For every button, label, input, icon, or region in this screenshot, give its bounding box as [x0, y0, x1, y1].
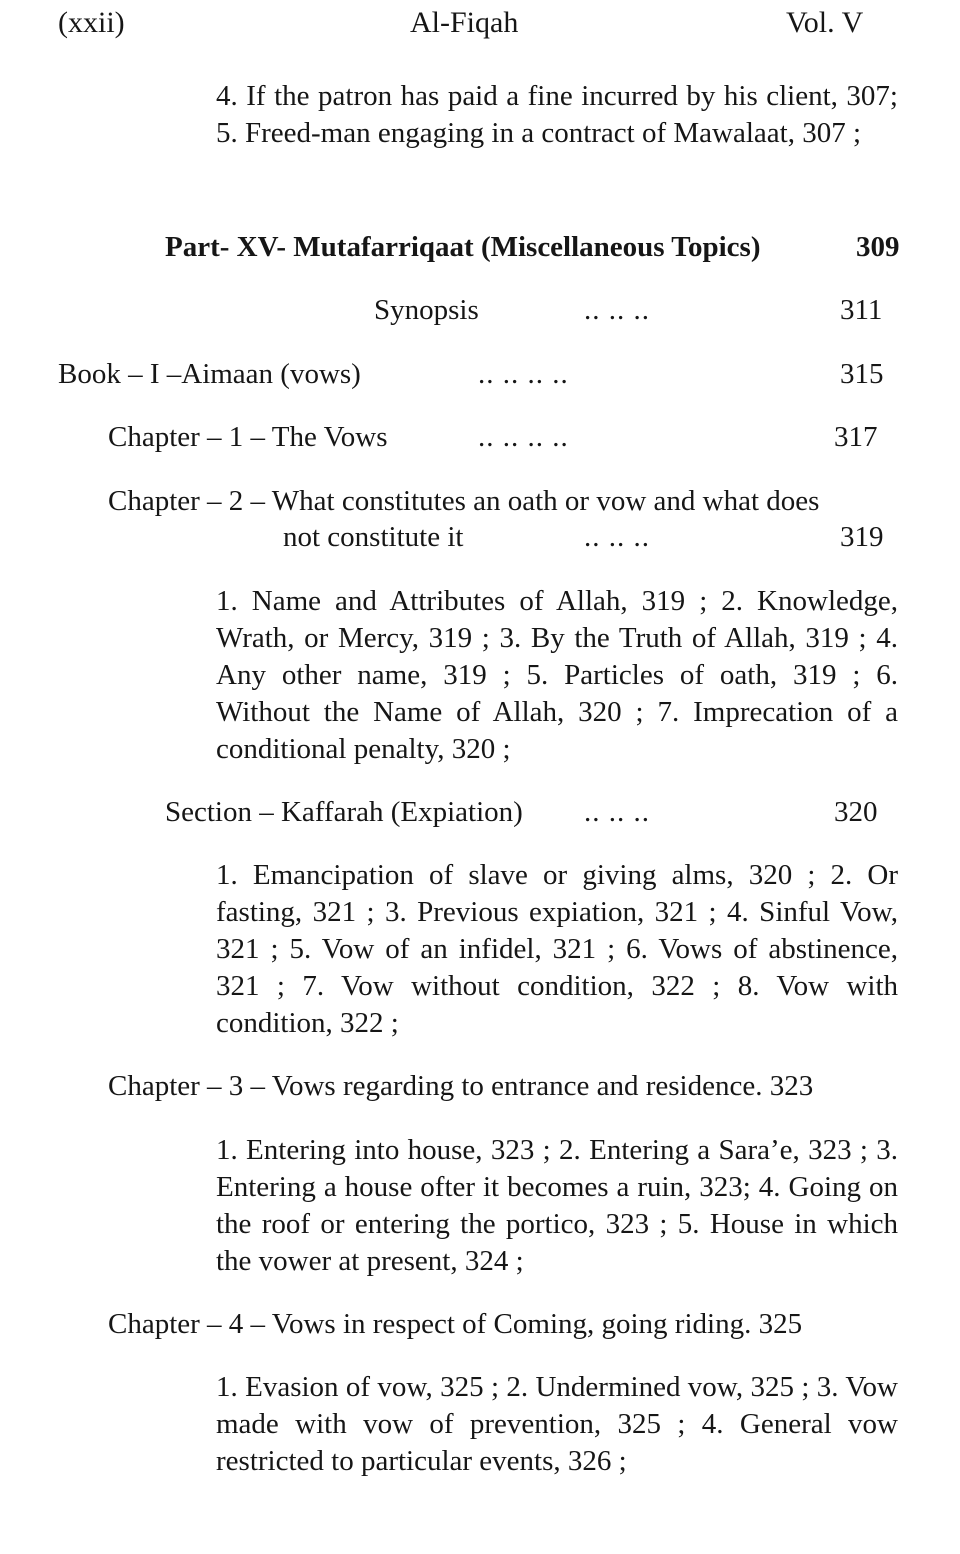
section-label: Section – Kaffarah (Expiation) [165, 796, 523, 828]
toc-paragraph-3: 1. Emancipation of slave or giving alms, 320 ; 2. Or fasting, 321 ; 3. Previous expiation, 321 ; 4. Sinful Vow, 321 ; 5. Vow of an infidel, 321 ; 6. Vows of abstinence, 321 ; 7. Vow without condition, 322 ; 8. Vow with condition, 322 ; [216, 859, 898, 1039]
chapter-2-label-line-1: Chapter – 2 – What constitutes an oath or vow and what does [108, 485, 820, 517]
chapter-1-page: 317 [834, 421, 878, 453]
part-title: Part- XV- Mutafarriqaat (Miscellaneous Topics) [165, 231, 761, 263]
chapter-1-label: Chapter – 1 – The Vows [108, 421, 388, 453]
book-page: 315 [840, 358, 884, 390]
book-leader: .. .. .. .. [478, 358, 569, 390]
section-page: 320 [834, 796, 878, 828]
chapter-2-page: 319 [840, 521, 884, 553]
toc-paragraph-4: 1. Entering into house, 323 ; 2. Entering a Sara’e, 323 ; 3. Entering a house ofter it becomes a ruin, 323; 4. Going on the roof or entering the portico, 323 ; 5. House in which the vower at present, 324 ; [216, 1134, 898, 1277]
header-book-title: Al-Fiqah [410, 6, 519, 39]
toc-paragraph-1: 4. If the patron has paid a fine incurred by his client, 307; 5. Freed-man engaging in a contract of Mawalaat, 307 ; [216, 80, 898, 149]
section-leader: .. .. .. [584, 796, 650, 828]
chapter-2-label-line-2: not constitute it [283, 521, 464, 553]
book-label: Book – I –Aimaan (vows) [58, 358, 361, 390]
chapter-2-leader: .. .. .. [584, 521, 650, 553]
synopsis-page: 311 [840, 294, 883, 326]
chapter-1-leader: .. .. .. .. [478, 421, 569, 453]
chapter-3-label: Chapter – 3 – Vows regarding to entrance and residence. 323 [108, 1070, 814, 1102]
header-volume: Vol. V [786, 6, 864, 39]
toc-paragraph-2: 1. Name and Attributes of Allah, 319 ; 2. Knowledge, Wrath, or Mercy, 319 ; 3. By the Truth of Allah, 319 ; 4. Any other name, 319 ; 5. Particles of oath, 319 ; 6. Without the Name of Allah, 320 ; 7. Imprecation of a conditional penalty, 320 ; [216, 585, 898, 765]
chapter-4-label: Chapter – 4 – Vows in respect of Coming, going riding. 325 [108, 1308, 803, 1340]
synopsis-leader: .. .. .. [584, 294, 650, 326]
toc-paragraph-5: 1. Evasion of vow, 325 ; 2. Undermined vow, 325 ; 3. Vow made with vow of prevention, 325 ; 4. General vow restricted to particular events, 326 ; [216, 1371, 898, 1477]
synopsis-label: Synopsis [374, 294, 479, 326]
part-page: 309 [856, 231, 900, 263]
header-page-number: (xxii) [58, 6, 125, 39]
